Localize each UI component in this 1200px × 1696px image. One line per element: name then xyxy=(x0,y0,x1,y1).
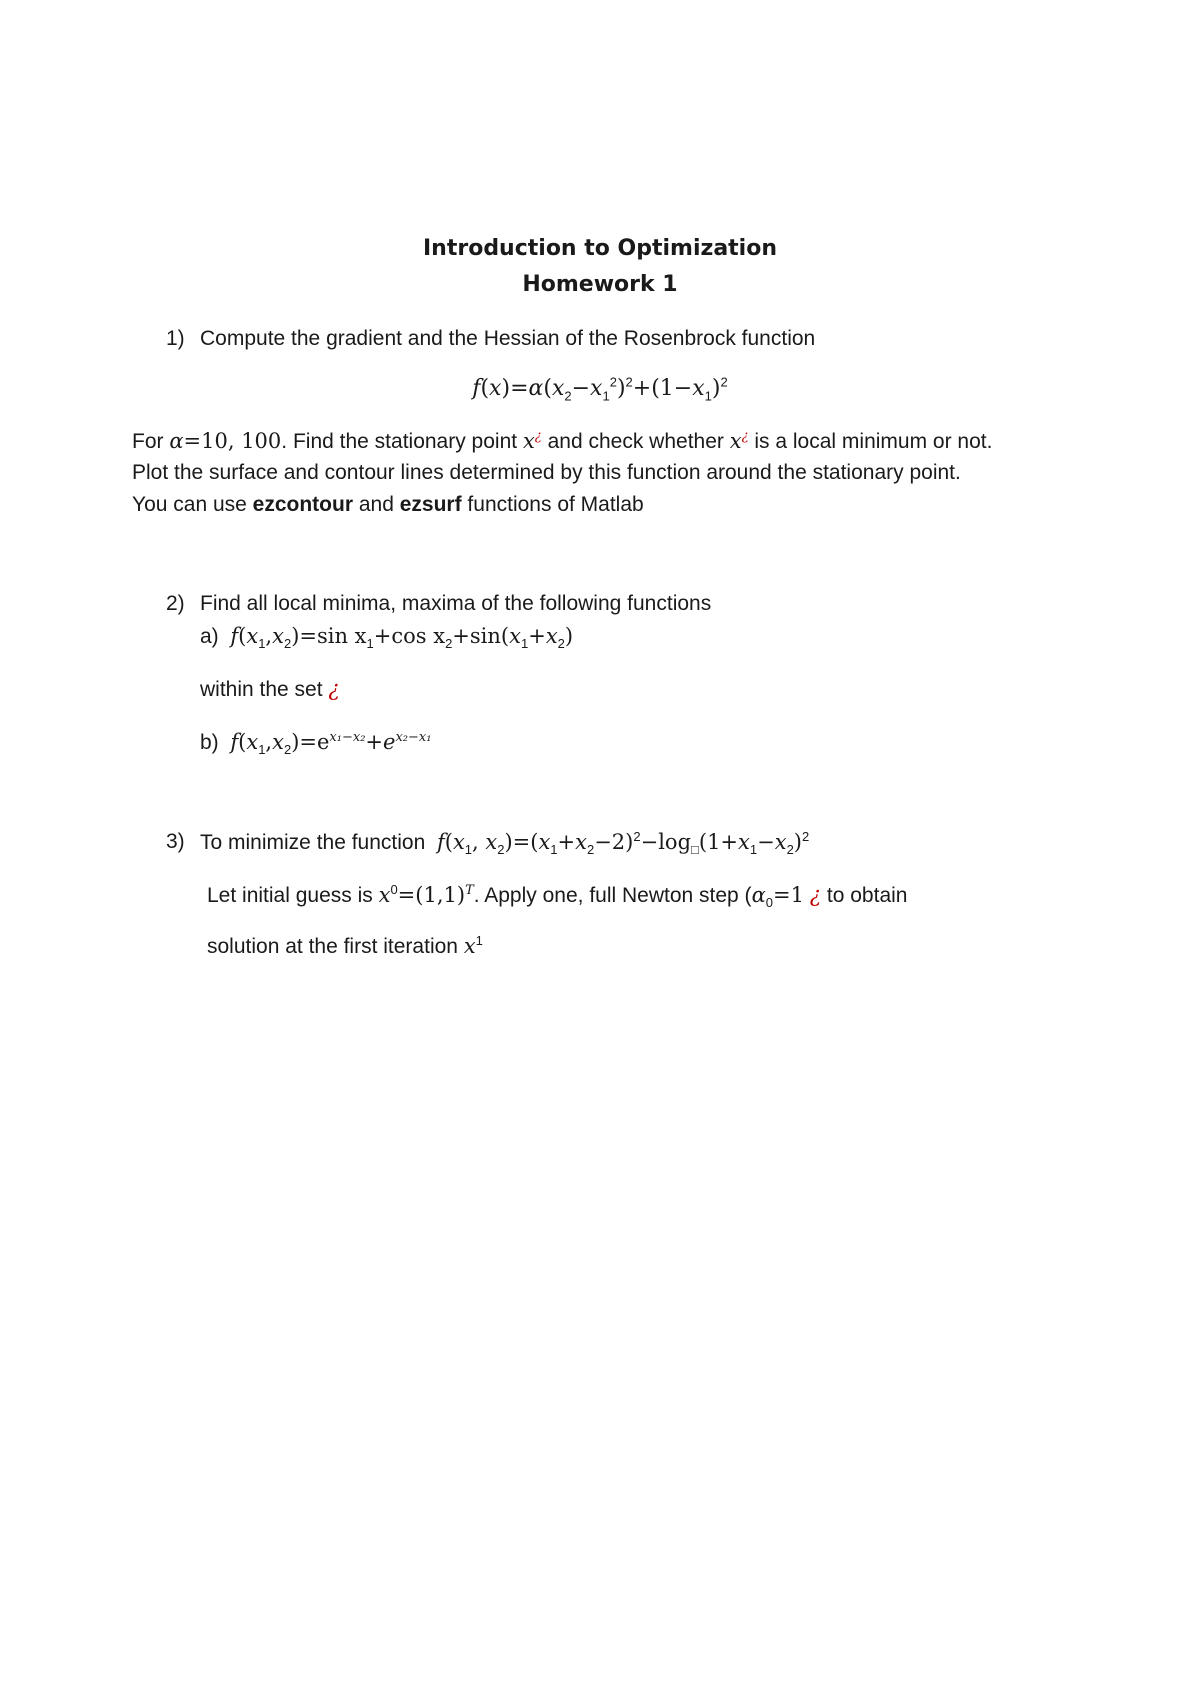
question-2a-formula: a) $f(x_1,x_2)=\sin$ $x_1+\cos$ $x_2+\sin(x_1+x_2)$ xyxy=(200,624,574,652)
question-1-number: 1) xyxy=(166,327,185,350)
ezcontour-keyword: ezcontour xyxy=(252,493,354,516)
question-1-prompt: Compute the gradient and the Hessian of the Rosenbrock function xyxy=(200,327,816,350)
question-2a-domain: within the set ¿ xyxy=(200,677,340,701)
document-subtitle: Homework 1 xyxy=(522,272,678,297)
document-title: Introduction to Optimization xyxy=(422,236,778,261)
question-2b-formula: b) $f(x_1,x_2)=e^{x_1-x_2}+e^{x_2-x_1}$ xyxy=(200,730,432,758)
rosenbrock-formula: $f(x)=\alpha(x_2-x_1^2)^2+(1-x_1)^2$ xyxy=(472,374,728,404)
question-3-prompt: To minimize the function $f(x_1$, $x_2)=(x_1+x_2-2)^2-\log_□(1+x_1-x_2)^2$ xyxy=(200,829,810,858)
question-3-number: 3) xyxy=(166,830,185,853)
question-1-plot-text: Plot the surface and contour lines determined by this function around the stationary point. xyxy=(132,461,961,484)
question-2-number: 2) xyxy=(166,592,185,615)
question-2-prompt: Find all local minima, maxima of the following functions xyxy=(200,592,712,615)
question-1-matlab-text: You can use ezcontour and ezsurf functions of Matlab xyxy=(132,493,644,516)
ezsurf-keyword: ezsurf xyxy=(399,493,462,516)
question-3-initial-guess: Let initial guess is $x^0=(1,1)^T$. Apply one, full Newton step ($\alpha_0=1$ ¿ to obtain xyxy=(207,882,908,911)
question-3-solution-text: solution at the first iteration $x^1$ xyxy=(207,933,483,958)
question-1-stationary-text: For α=10, 100. Find the stationary point x¿ and check whether x¿ is a local minimum or not. xyxy=(132,429,993,453)
